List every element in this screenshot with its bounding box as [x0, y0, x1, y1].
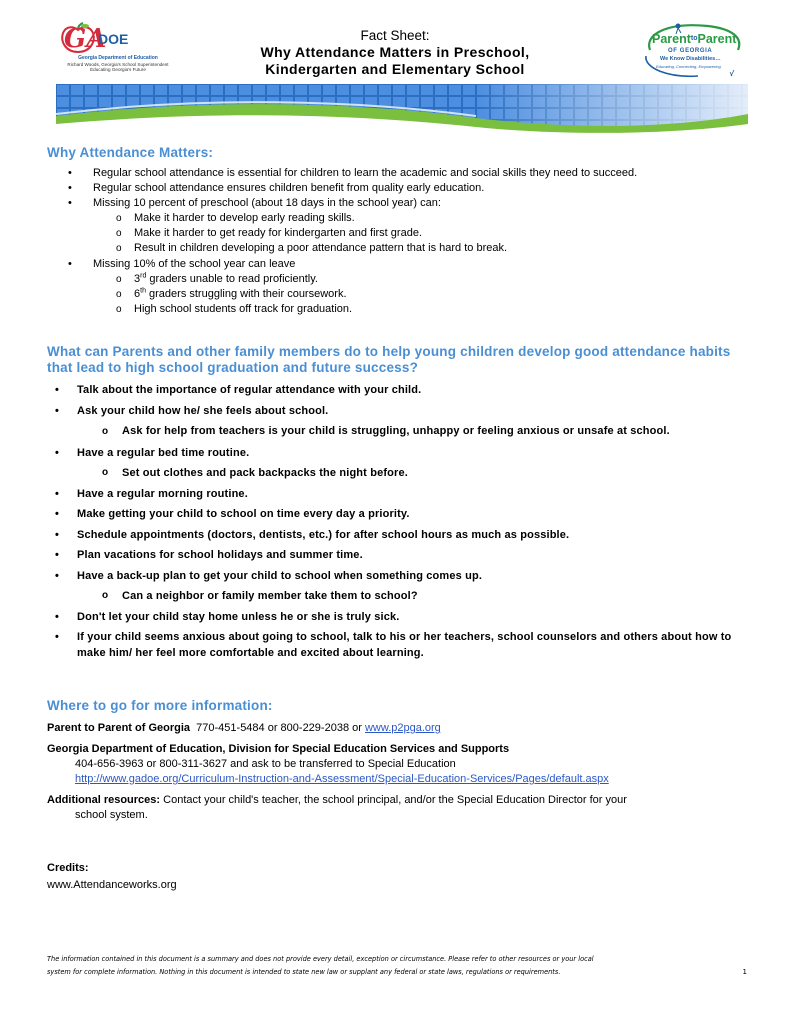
p2p-logo [638, 20, 748, 82]
sub-list-item: o Set out clothes and pack backpacks the night before. [47, 463, 747, 484]
more-info-section [47, 698, 627, 823]
why-attendance-list [47, 166, 637, 317]
sub-list-item: o Ask for help from teachers is your child is struggling, unhappy or feeling anxious or unsafe at school. [47, 424, 747, 440]
p2p-link[interactable]: www.p2pga.org [364, 722, 441, 734]
sub-list-item: o Make it harder to develop early reading skills. [47, 211, 637, 226]
sub-list-item: o Can a neighbor or family member take them to school? [47, 586, 747, 607]
gadoe-label: Georgia Department of Education, Division for Special Education Services and Supports [47, 743, 510, 755]
additional-text-2: school system. [75, 809, 148, 821]
title-kicker: Fact Sheet: [360, 28, 430, 43]
title-block [200, 28, 590, 78]
credits-source: www.Attendanceworks.org [47, 879, 177, 891]
list-item: • Regular school attendance is essential for children to learn the academic and social skills they need to succeed. [47, 166, 637, 181]
list-item: • Missing 10% of the school year can leave [47, 257, 637, 272]
list-item: • Talk about the importance of regular attendance with your child. [47, 380, 747, 401]
header-banner [56, 84, 748, 136]
title-line-1: Why Attendance Matters in Preschool, [260, 44, 530, 60]
p2p-phones: 770-451-5484 or 800-229-2038 or [196, 722, 362, 734]
sub-list-item: o High school students off track for graduation. [47, 302, 637, 317]
gadoe-department: Georgia Department of Education [78, 55, 158, 61]
why-attendance-section [47, 145, 637, 317]
section-heading-parents: What can Parents and other family members do to help young children develop good attendance habits that lead to high school graduation and future success? [47, 344, 731, 375]
gadoe-mark-ga: GA [64, 24, 107, 54]
p2p-name-to: to [690, 35, 698, 42]
list-item: • Make getting your child to school on time every day a priority. [47, 504, 747, 525]
p2p-name-right: Parent [697, 32, 737, 46]
gadoe-mark-doe: DOE [98, 31, 129, 47]
additional-resources [47, 793, 627, 808]
section-heading-why: Why Attendance Matters: [47, 145, 214, 160]
p2p-tagline-2: Educating, Connecting, Empowering [656, 64, 721, 69]
list-item: • Plan vacations for school holidays and summer time. [47, 545, 747, 566]
footer-line-2: system for complete information. Nothing in this document is intended to state new law or supplant any federal or state laws, regulations or requirements. [47, 968, 561, 976]
p2p-name [652, 32, 736, 46]
p2p-contact [47, 721, 627, 736]
sub-list-item: o 6th graders struggling with their coursework. [47, 287, 637, 302]
parents-help-section [47, 344, 747, 663]
parents-help-list [47, 380, 747, 661]
sub-list-item: o 3rd graders unable to read proficiently. [47, 272, 637, 287]
footer-line-1: The information contained in this document is a summary and does not provide every detail, exception or circumstance. Please refer to other resources or your local [47, 955, 594, 963]
additional-text: Contact your child's teacher, the school principal, and/or the Special Education Director for your [163, 794, 627, 806]
title-line-2: Kindergarten and Elementary School [265, 61, 525, 77]
additional-label: Additional resources: [47, 794, 161, 806]
gadoe-superintendent: Richard Woods, Georgia's School Superintendent [67, 61, 169, 67]
p2p-state: OF GEORGIA [668, 48, 713, 54]
section-heading-more-info: Where to go for more information: [47, 698, 273, 713]
credits-label: Credits: [47, 862, 89, 874]
p2p-tagline: We Know Disabilities… [660, 56, 721, 62]
list-item: • Schedule appointments (doctors, dentists, etc.) for after school hours as much as possible. [47, 525, 747, 546]
list-item: • Missing 10 percent of preschool (about 18 days in the school year) can: [47, 196, 637, 211]
gadoe-phones: 404-656-3963 or 800-311-3627 and ask to be transferred to Special Education [75, 758, 456, 770]
list-item: • Have a back-up plan to get your child to school when something comes up. [47, 566, 747, 587]
footer-disclaimer [47, 953, 747, 979]
gadoe-tagline: Educating Georgia's Future [90, 67, 146, 72]
gadoe-logo [58, 22, 178, 92]
list-item: • Regular school attendance ensures children benefit from quality early education. [47, 181, 637, 196]
p2p-name-left: Parent [652, 32, 691, 46]
sub-list-item: o Make it harder to get ready for kindergarten and first grade. [47, 226, 637, 241]
credits [47, 860, 177, 894]
page-number: 1 [742, 968, 747, 976]
list-item: • If your child seems anxious about going to school, talk to his or her teachers, school counselors and others about how to make him/ her feel more comfortable and excited about learning. [47, 629, 747, 661]
list-item: • Ask your child how he/ she feels about school. [47, 401, 747, 422]
sub-list-item: o Result in children developing a poor attendance pattern that is hard to break. [47, 241, 637, 256]
list-item: • Have a regular morning routine. [47, 484, 747, 505]
gadoe-link[interactable]: http://www.gadoe.org/Curriculum-Instruction-and-Assessment/Special-Education-Services/Pages/default.aspx [75, 773, 609, 785]
list-item: • Don't let your child stay home unless he or she is truly sick. [47, 607, 747, 628]
p2p-label: Parent to Parent of Georgia [47, 722, 191, 734]
list-item: • Have a regular bed time routine. [47, 443, 747, 464]
